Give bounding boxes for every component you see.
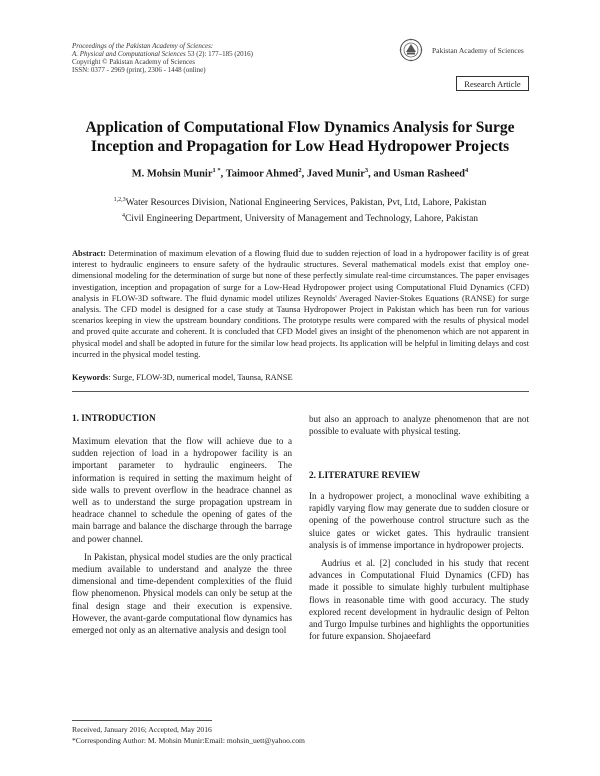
affiliation-mark: 4 [121,213,125,219]
footnotes [72,725,305,746]
author-mark: 4 [465,167,469,174]
affiliation-mark: 1,2,3 [113,197,126,203]
publisher-logo [398,38,558,62]
copyright: Copyright © Pakistan Academy of Sciences [72,58,195,66]
paragraph: In Pakistan, physical model studies are the only practical medium available to understand and analyze the three dimensional and time-dependent complexities of the fluid flow phenomenon. Physical models can only be setup at the final design stage and their execution is expensive. However, the avant-garde computational flow dynamics has emerged not only as an alternative analysis and design tool [72,551,292,636]
journal-info [72,42,253,74]
affiliation-text: Civil Engineering Department, University of Management and Technology, Lahore, Pakistan [124,214,479,225]
author-separator: , [220,168,226,180]
affiliation-text: Water Resources Division, National Engineering Services, Pakistan, Pvt, Ltd, Lahore, Pakistan [125,198,487,209]
journal-series-line [72,50,253,58]
footnote-divider [72,720,212,721]
author-mark: 3 [364,167,369,174]
publisher-name: Pakistan Academy of Sciences [432,46,524,55]
article-type-badge: Research Article [456,76,529,91]
author-name: Usman Rasheed [392,168,466,180]
intro-heading: 1. INTRODUCTION [72,414,156,424]
abstract-text: Determination of maximum elevation of a flowing fluid due to sudden rejection of load in a hydropower facility is of great interest to hydraulic engineers to ensure safety of the hydraulic structures. Several mathematical models exist that employ one-dimensional modeling for the determination of surge but none of these perfectly simulate real-time circumstances. The paper envisages investigation, inception and propagation of surge for a Low-Head Hydropower project using Computational Fluid Dynamics (CFD) analysis in FLOW-3D software. The fluid dynamic model utilizes Reynolds' Averaged Navier-Stokes Equations (RANSE) for surge analysis. The CFD model is designed for a case study at Taunsa Hydropower Project in Pakistan which has been run for various scenarios keeping in view the upstream boundary conditions. The prototype results were compared with the results of physical model and proved quite accurate and coherent. It is concluded that CFD Model gives an insight of the phenomenon which are not apparent in physical model and shall be adopted in future for the similar low head projects. Its application will be helpful in limiting delays and cost incurred in the physical model testing. [72,249,529,359]
keywords-text: : Surge, FLOW-3D, numerical model, Taunsa, RANSE [108,373,293,382]
author-mark: 2 [298,167,302,174]
issn: ISSN: 0377 - 2969 (print), 2306 - 1448 (online) [72,66,206,74]
author-name: Javed Munir [306,168,365,180]
keywords [72,372,529,383]
received-dates: Received, January 2016; Accepted, May 2016 [72,725,212,734]
corresponding-author: *Corresponding Author: M. Mohsin Munir:Email: mohsin_uett@yahoo.com [72,735,305,745]
column-left [72,435,292,642]
academy-seal-icon [398,38,424,62]
journal-series: A. Physical and Computational Sciences [72,50,186,58]
column-right-body [309,490,529,648]
column-right [309,413,529,443]
author-list [60,164,540,181]
abstract-label: Abstract: [72,249,106,258]
paragraph: In a hydropower project, a monoclinal wave exhibiting a rapidly varying flow may generate due to sudden closure or opening of the powerhouse control structure such as the sluice gates or wicket gates. This hydraulic transient analysis is of immense importance in hydropower projects. [309,491,529,550]
literature-heading: 2. LITERATURE REVIEW [309,471,421,481]
journal-name: Proceedings of the Pakistan Academy of Sciences: [72,42,214,50]
keywords-label: Keywords [72,373,109,382]
paragraph: Audrius et al. [2] concluded in his study that recent advances in Computational Fluid Dynamics (CFD) has made it possible to simulate highly turbulent multiphase flows in reasonable time with good accuracy. The study explored recent development in hydraulic design of Pelton and Turgo Impulse turbines and highlights the opportunities for future expansion. Shojaeefard [309,558,529,642]
paper-title: Application of Computational Flow Dynamics Analysis for Surge Inception and Propagation for Low Head Hydropower Projects [85,119,515,155]
abstract [72,248,529,360]
author-separator: , and [368,168,393,180]
abstract-divider [72,391,529,392]
author-separator: , [301,168,307,180]
journal-volume: 53 (2): 177–185 (2016) [185,50,254,58]
author-name: M. Mohsin Munir [131,168,213,180]
author-name: Taimoor Ahmed [225,168,299,180]
author-mark: 1 * [212,167,221,174]
paragraph: but also an approach to analyze phenomenon that are not possible to evaluate with physical testing. [309,414,529,437]
paragraph: Maximum elevation that the flow will achieve due to a sudden rejection of load in a hydropower facility is an important parameter to hydraulic engineers. The information is required in setting the maximum height of side walls to prevent overflow in the headrace channel as well as to understand the surge propagation upstream in headrace channel to schedule the opening of gates of the main barrage and balance the discharge through the barrage and power channel. [72,436,292,544]
affiliation [60,194,540,209]
affiliation [60,210,540,225]
